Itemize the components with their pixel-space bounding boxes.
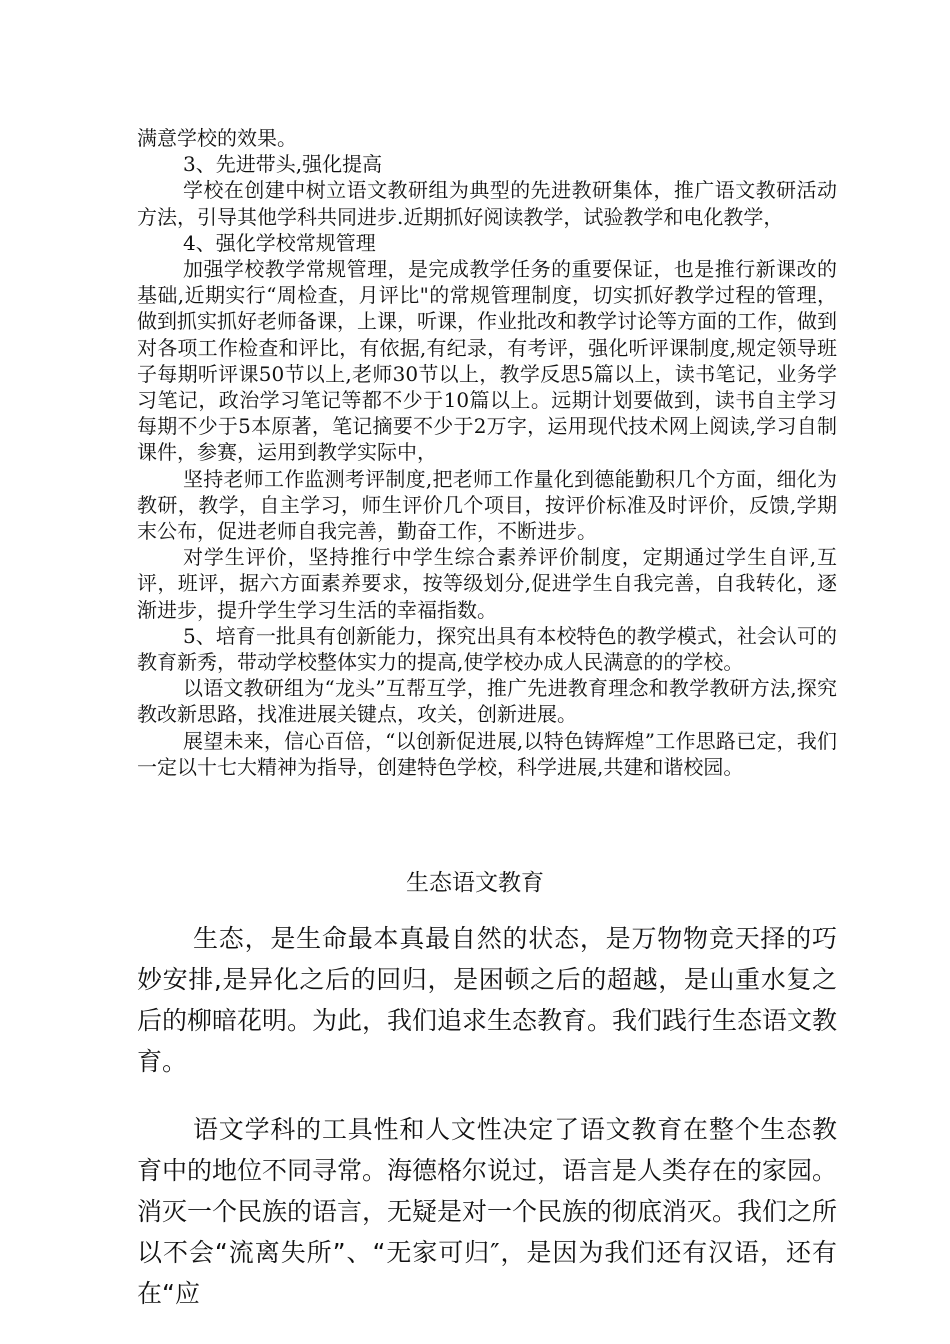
paragraph: 生态，是生命最本真最自然的状态，是万物物竞天择的巧妙安排,是异化之后的回归，是困顿之后的超越，是山重水复之后的柳暗花明。为此，我们追求生态教育。我们践行生态语文教育。 — [137, 924, 838, 1076]
paragraph: 展望未来，信心百倍，“以创新促进展,以特色铸辉煌”工作思路已定，我们一定以十七大精神为指导，创建特色学校，科学进展,共建和谐校园。 — [137, 728, 837, 779]
paragraph-item-5: 5、培育一批具有创新能力，探究出具有本校特色的教学模式，社会认可的教育新秀，带动学校整体实力的提高,使学校办成人民满意的的学校。 — [137, 623, 837, 675]
paragraph: 加强学校教学常规管理，是完成教学任务的重要保证，也是推行新课改的基础,近期实行“周检查，月评比"的常规管理制度，切实抓好教学过程的管理，做到抓实抓好老师备课，上课，听课，作业批改和教学讨论等方面的工作，做到对各项工作检查和评比，有依据,有纪录，有考评，强化听评课制度,规定领导班子每期听评课50节以上,老师30节以上，教学反思5篇以上，读书笔记，业务学习笔记，政治学习笔记等都不少于10篇以上。远期计划要做到，读书自主学习每期不少于5本原著，笔记摘要不少于2万字，运用现代技术网上阅读,学习自制课件，参赛，运用到教学实际中， — [137, 257, 837, 465]
paragraph: 语文学科的工具性和人文性决定了语文教育在整个生态教育中的地位不同寻常。海德格尔说过，语言是人类存在的家园。消灭一个民族的语言，无疑是对一个民族的彻底消灭。我们之所以不会“流离失所”、“无家可归″，是因为我们还有汉语，还有在“应 — [137, 1115, 838, 1308]
heading-item-3: 3、先进带头,强化提高 — [183, 152, 383, 177]
essay-text-section — [137, 918, 837, 1314]
paragraph: 以语文教研组为“龙头”互帮互学，推广先进教育理念和教学教研方法,探究教改新思路，找准进展关键点，攻关，创新进展。 — [137, 676, 837, 727]
section-title: 生态语文教育 — [406, 870, 544, 896]
plan-text-section — [137, 125, 837, 780]
paragraph: 坚持老师工作监测考评制度,把老师工作量化到德能勤积几个方面，细化为教研，教学，自主学习，师生评价几个项目，按评价标准及时评价，反馈,学期末公布，促进老师自我完善，勤奋工作，不断进步。 — [137, 466, 837, 544]
paragraph: 学校在创建中树立语文教研组为典型的先进教研集体，推广语文教研活动方法，引导其他学科共同进步.近期抓好阅读教学，试验教学和电化教学， — [137, 178, 837, 229]
heading-item-4: 4、强化学校常规管理 — [183, 230, 376, 255]
paragraph-continuation: 满意学校的效果。 — [137, 126, 297, 150]
paragraph: 对学生评价，坚持推行中学生综合素养评价制度，定期通过学生自评,互评，班评，据六方面素养要求，按等级划分,促进学生自我完善，自我转化，逐渐进步，提升学生学习生活的幸福指数。 — [137, 545, 837, 622]
